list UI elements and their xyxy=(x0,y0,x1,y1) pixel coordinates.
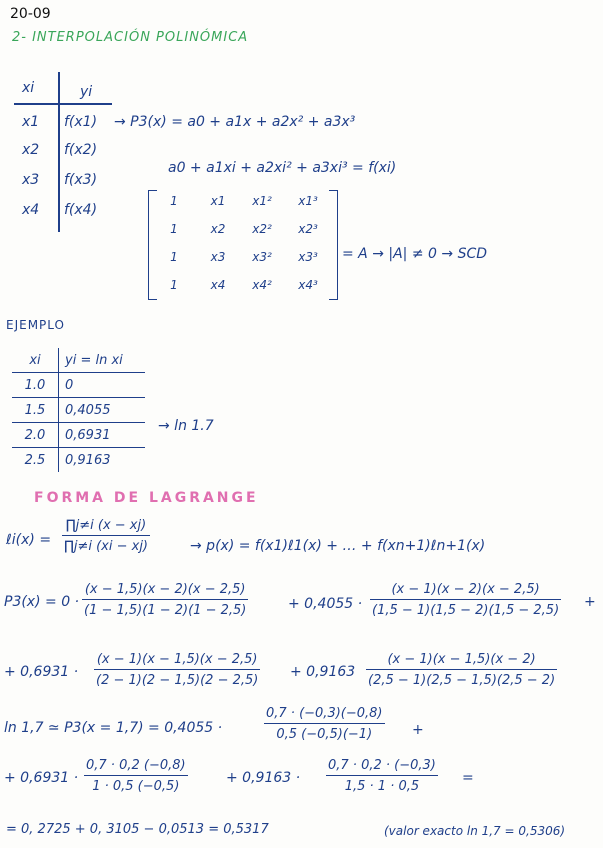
matrix-cell: 1 xyxy=(170,194,178,208)
matrix-cell: x4² xyxy=(252,278,272,292)
table1-row-x: x4 xyxy=(22,202,40,218)
term1-fraction xyxy=(82,582,248,618)
example-x-cell: 2.0 xyxy=(12,423,59,448)
matrix-cell: x3³ xyxy=(298,250,318,264)
general-equation: a0 + a1xi + a2xi² + a3xi³ = f(xi) xyxy=(168,160,397,176)
example-x-cell: 2.5 xyxy=(12,448,59,473)
example-x-cell: 1.5 xyxy=(12,398,59,423)
table1-row-y: f(x2) xyxy=(64,142,98,158)
term3-coefficient: + 0,6931 · xyxy=(4,664,79,680)
matrix-cell: x4 xyxy=(210,278,226,292)
li-definition-lhs: ℓi(x) = xyxy=(6,532,52,548)
example-y-cell: 0,9163 xyxy=(65,452,111,468)
example-header-x: xi xyxy=(12,348,59,373)
example-y-cell: 0,4055 xyxy=(59,398,146,423)
evaluation-lhs: ln 1,7 ≃ P3(x = 1,7) = 0,4055 · xyxy=(4,720,223,736)
eval3-coefficient: + 0,9163 · xyxy=(226,770,301,786)
eval1-fraction xyxy=(264,706,385,742)
matrix-cell: 1 xyxy=(170,222,178,236)
term3-numerator: (x − 1)(x − 1,5)(x − 2,5) xyxy=(96,652,258,667)
table1-horizontal-line xyxy=(14,103,112,105)
li-denominator: ∏j≠i (xi − xj) xyxy=(62,535,150,554)
table-row xyxy=(12,398,145,423)
term3-denominator: (2 − 1)(2 − 1,5)(2 − 2,5) xyxy=(94,669,260,688)
eval2-denominator: 1 · 0,5 (−0,5) xyxy=(84,775,188,794)
term1-denominator: (1 − 1,5)(1 − 2)(1 − 2,5) xyxy=(82,599,248,618)
plus-sign: + xyxy=(412,722,424,738)
term4-coefficient: + 0,9163 xyxy=(290,664,356,680)
matrix-cell: 1 xyxy=(170,278,178,292)
eval3-denominator: 1,5 · 1 · 0,5 xyxy=(326,775,438,794)
term4-fraction xyxy=(366,652,557,688)
matrix-cell: x3² xyxy=(252,250,272,264)
term2-numerator: (x − 1)(x − 2)(x − 2,5) xyxy=(391,582,540,597)
table1-row-y: f(x4) xyxy=(64,202,98,218)
example-label: EJEMPLO xyxy=(6,318,65,332)
table1-row-x: x3 xyxy=(22,172,40,188)
exact-value-note: (valor exacto ln 1,7 = 0,5306) xyxy=(384,824,566,838)
example-x-cell: 1.0 xyxy=(12,373,59,398)
table1-header-y: yi xyxy=(80,84,93,100)
eval3-numerator: 0,7 · 0,2 · (−0,3) xyxy=(328,758,436,773)
example-table xyxy=(12,348,145,472)
evaluation-result: = 0, 2725 + 0, 3105 − 0,0513 = 0,5317 xyxy=(6,822,269,837)
matrix-cell: x2³ xyxy=(298,222,318,236)
matrix-cell: x2² xyxy=(252,222,272,236)
section-title: 2- INTERPOLACIÓN POLINÓMICA xyxy=(12,30,249,45)
example-y-cell: 0 xyxy=(59,373,146,398)
eval1-denominator: 0,5 (−0,5)(−1) xyxy=(264,723,385,742)
p3-lhs: P3(x) = 0 · xyxy=(4,594,79,610)
eval2-fraction xyxy=(84,758,188,794)
matrix-cell: 1 xyxy=(170,250,178,264)
matrix-cell: x3 xyxy=(210,250,226,264)
example-y-cell: 0,6931 xyxy=(59,423,146,448)
table1-row-x: x2 xyxy=(22,142,40,158)
matrix-cell: x4³ xyxy=(298,278,318,292)
term4-denominator: (2,5 − 1)(2,5 − 1,5)(2,5 − 2) xyxy=(366,669,557,688)
table-row xyxy=(12,423,145,448)
table1-row-y: f(x1) xyxy=(64,114,98,130)
matrix-cell: x2 xyxy=(210,222,226,236)
table-row xyxy=(12,448,145,473)
table1-vertical-line xyxy=(58,72,60,232)
plus-sign: + xyxy=(584,594,596,610)
table-row xyxy=(12,373,145,398)
table1-header-x: xi xyxy=(22,80,35,96)
eval3-fraction xyxy=(326,758,438,794)
example-header-y: yi = ln xi xyxy=(59,348,146,373)
term2-denominator: (1,5 − 1)(1,5 − 2)(1,5 − 2,5) xyxy=(370,599,561,618)
table1-row-x: x1 xyxy=(22,114,40,130)
table1-row-y: f(x3) xyxy=(64,172,98,188)
li-numerator: ∏j≠i (x − xj) xyxy=(65,518,147,533)
vandermonde-matrix xyxy=(148,190,338,302)
lagrange-title: FORMA DE LAGRANGE xyxy=(34,490,259,506)
p3-polynomial: → P3(x) = a0 + a1x + a2x² + a3x³ xyxy=(114,114,356,130)
equals-sign: = xyxy=(462,770,474,786)
term1-numerator: (x − 1,5)(x − 2)(x − 2,5) xyxy=(84,582,246,597)
matrix-cell: x1³ xyxy=(298,194,318,208)
li-fraction xyxy=(62,518,150,554)
date-label: 20-09 xyxy=(10,6,51,22)
eval2-numerator: 0,7 · 0,2 (−0,8) xyxy=(86,758,186,773)
matrix-cell: x1² xyxy=(252,194,272,208)
term2-fraction xyxy=(370,582,561,618)
example-target: → ln 1.7 xyxy=(158,418,214,434)
matrix-conclusion: = A → |A| ≠ 0 → SCD xyxy=(342,246,488,262)
p-definition: → p(x) = f(x1)ℓ1(x) + … + f(xn+1)ℓn+1(x) xyxy=(190,538,486,554)
term3-fraction xyxy=(94,652,260,688)
eval2-coefficient: + 0,6931 · xyxy=(4,770,79,786)
term4-numerator: (x − 1)(x − 1,5)(x − 2) xyxy=(387,652,536,667)
matrix-right-bracket xyxy=(329,190,338,300)
matrix-cell: x1 xyxy=(210,194,226,208)
eval1-numerator: 0,7 · (−0,3)(−0,8) xyxy=(266,706,383,721)
term2-coefficient: + 0,4055 · xyxy=(288,596,363,612)
